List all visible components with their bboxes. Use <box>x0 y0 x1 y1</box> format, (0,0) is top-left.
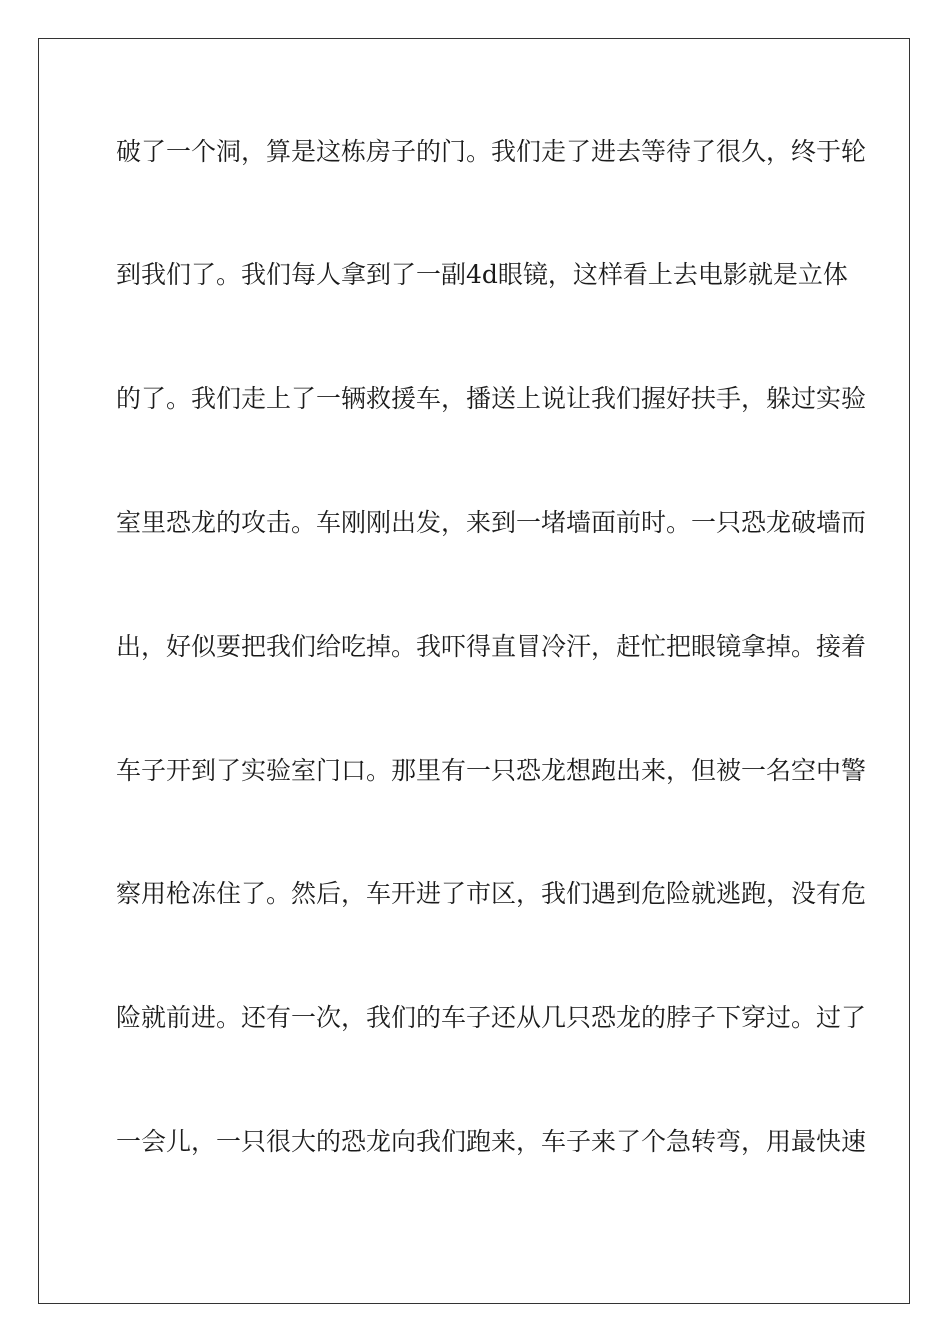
text-line-5: 出，好似要把我们给吃掉。我吓得直冒冷汗，赶忙把眼镜拿掉。接着 <box>116 632 867 661</box>
page-border <box>38 38 910 1304</box>
text-line-6: 车子开到了实验室门口。那里有一只恐龙想跑出来，但被一名空中警 <box>116 756 867 785</box>
text-line-4: 室里恐龙的攻击。车刚刚出发，来到一堵墙面前时。一只恐龙破墙而 <box>116 508 867 537</box>
text-line-2: 到我们了。我们每人拿到了一副4d眼镜，这样看上去电影就是立体 <box>116 260 848 289</box>
text-line-8: 险就前进。还有一次，我们的车子还从几只恐龙的脖子下穿过。过了 <box>116 1003 867 1032</box>
text-line-1: 破了一个洞，算是这栋房子的门。我们走了进去等待了很久，终于轮 <box>116 137 867 166</box>
text-line-3: 的了。我们走上了一辆救援车，播送上说让我们握好扶手，躲过实验 <box>116 384 867 413</box>
text-line-9: 一会儿，一只很大的恐龙向我们跑来，车子来了个急转弯，用最快速 <box>116 1127 867 1156</box>
text-line-7: 察用枪冻住了。然后，车开进了市区，我们遇到危险就逃跑，没有危 <box>116 879 867 908</box>
